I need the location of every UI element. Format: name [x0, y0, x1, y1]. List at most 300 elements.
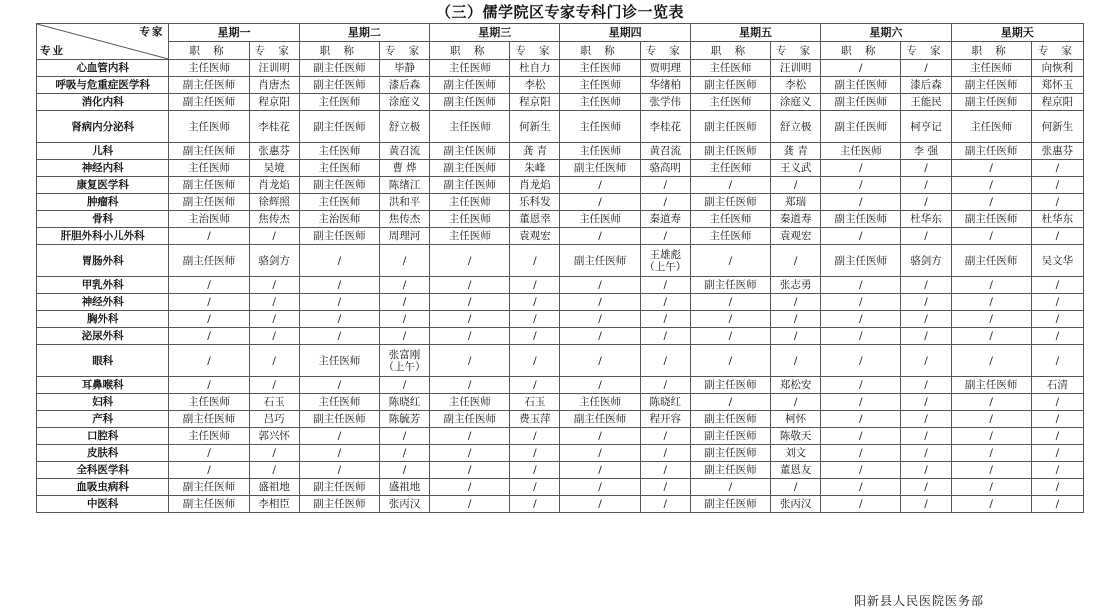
doctor-name-cell: / [510, 428, 560, 445]
doctor-title-cell: / [951, 345, 1031, 377]
doctor-title-cell: / [951, 479, 1031, 496]
doctor-name-cell: 涂庭义 [771, 94, 821, 111]
doctor-name-cell: 石玉 [249, 394, 299, 411]
doctor-title-cell: 副主任医师 [951, 143, 1031, 160]
doctor-name-cell: 费玉萍 [510, 411, 560, 428]
doctor-name-cell: 吕巧 [249, 411, 299, 428]
doctor-title-cell: 主任医师 [951, 111, 1031, 143]
doctor-name-cell: / [1031, 177, 1083, 194]
doctor-title-cell: / [299, 445, 379, 462]
doctor-name-cell: 李相臣 [249, 496, 299, 513]
doctor-name-cell: 向恢利 [1031, 60, 1083, 77]
doctor-name-cell: / [510, 294, 560, 311]
doctor-title-cell: 主任医师 [560, 111, 640, 143]
doctor-name-cell: 骆剑方 [901, 245, 951, 277]
footer-department: 阳新县人民医院医务部 [854, 594, 985, 608]
doctor-name-cell: 陈绪江 [379, 177, 429, 194]
doctor-name-cell: 吴境 [249, 160, 299, 177]
doctor-name-cell: / [640, 445, 690, 462]
table-row [37, 445, 1084, 462]
doctor-title-cell: / [821, 160, 901, 177]
doctor-title-cell: / [951, 411, 1031, 428]
doctor-name-cell: 龚 青 [771, 143, 821, 160]
doctor-title-cell: / [430, 277, 510, 294]
title-column-header: 职 称 [690, 42, 770, 60]
doctor-name-cell: 程京阳 [249, 94, 299, 111]
doctor-name-cell: 汪训明 [249, 60, 299, 77]
doctor-name-cell: 李 强 [901, 143, 951, 160]
day-header: 星期二 [299, 24, 429, 42]
doctor-title-cell: 副主任医师 [430, 143, 510, 160]
doctor-title-cell: 副主任医师 [169, 496, 249, 513]
doctor-name-cell: / [640, 462, 690, 479]
doctor-title-cell: / [430, 428, 510, 445]
doctor-title-cell: / [951, 228, 1031, 245]
doctor-title-cell: 副主任医师 [560, 245, 640, 277]
table-row [37, 328, 1084, 345]
doctor-name-cell: / [379, 328, 429, 345]
doctor-name-cell: / [379, 445, 429, 462]
department-name: 中医科 [37, 496, 169, 513]
doctor-title-cell: / [169, 228, 249, 245]
doctor-name-cell: 郑松安 [771, 377, 821, 394]
doctor-title-cell: 主任医师 [430, 394, 510, 411]
doctor-title-cell: / [299, 377, 379, 394]
doctor-name-cell: 郑瑞 [771, 194, 821, 211]
doctor-title-cell: 副主任医师 [169, 94, 249, 111]
doctor-name-cell: / [640, 311, 690, 328]
corner-label-expert: 专家 [139, 26, 165, 38]
doctor-name-cell: / [1031, 394, 1083, 411]
doctor-name-cell: 黄召流 [640, 143, 690, 160]
department-name: 全科医学科 [37, 462, 169, 479]
doctor-title-cell: 主任医师 [690, 94, 770, 111]
table-row [37, 294, 1084, 311]
doctor-name-cell: / [901, 194, 951, 211]
page-title: （三）儒学院区专家专科门诊一览表 [435, 3, 684, 21]
doctor-title-cell: 副主任医师 [821, 77, 901, 94]
department-name: 康复医学科 [37, 177, 169, 194]
table-row [37, 211, 1084, 228]
doctor-title-cell: / [951, 462, 1031, 479]
doctor-title-cell: / [951, 328, 1031, 345]
doctor-title-cell: / [169, 462, 249, 479]
doctor-title-cell: 副主任医师 [690, 143, 770, 160]
table-row [37, 194, 1084, 211]
doctor-title-cell: / [299, 328, 379, 345]
doctor-name-cell: 张惠芬 [249, 143, 299, 160]
title-column-header: 职 称 [299, 42, 379, 60]
doctor-title-cell: / [299, 462, 379, 479]
doctor-title-cell: / [560, 377, 640, 394]
doctor-title-cell: / [430, 496, 510, 513]
doctor-name-cell: / [379, 428, 429, 445]
table-row [37, 394, 1084, 411]
doctor-name-cell: / [640, 345, 690, 377]
doctor-name-cell: 徐辉照 [249, 194, 299, 211]
doctor-title-cell: / [821, 377, 901, 394]
doctor-title-cell: / [560, 445, 640, 462]
department-name: 泌尿外科 [37, 328, 169, 345]
doctor-name-cell: / [640, 194, 690, 211]
department-name: 呼吸与危重症医学科 [37, 77, 169, 94]
doctor-name-cell: / [510, 377, 560, 394]
doctor-title-cell: / [821, 445, 901, 462]
doctor-name-cell: / [1031, 428, 1083, 445]
doctor-name-cell: / [510, 496, 560, 513]
doctor-title-cell: / [821, 311, 901, 328]
doctor-name-cell: / [510, 445, 560, 462]
department-name: 胃肠外科 [37, 245, 169, 277]
day-header: 星期五 [690, 24, 820, 42]
department-name: 肾病内分泌科 [37, 111, 169, 143]
doctor-name-cell: / [249, 277, 299, 294]
doctor-name-cell: / [640, 294, 690, 311]
doctor-title-cell: 副主任医师 [690, 111, 770, 143]
doctor-title-cell: 主任医师 [169, 394, 249, 411]
doctor-name-cell: / [510, 277, 560, 294]
doctor-title-cell: 副主任医师 [821, 111, 901, 143]
doctor-name-cell: 石玉 [510, 394, 560, 411]
doctor-name-cell: / [901, 377, 951, 394]
doctor-name-cell: 李桂花 [249, 111, 299, 143]
doctor-title-cell: 副主任医师 [560, 411, 640, 428]
doctor-name-cell: / [901, 479, 951, 496]
doctor-name-cell: 舒立极 [771, 111, 821, 143]
doctor-title-cell: 主任医师 [430, 194, 510, 211]
doctor-title-cell: / [560, 462, 640, 479]
table-row [37, 143, 1084, 160]
doctor-name-cell: 杜华东 [1031, 211, 1083, 228]
doctor-name-cell: 曹 烨 [379, 160, 429, 177]
doctor-name-cell: 舒立极 [379, 111, 429, 143]
table-row [37, 94, 1084, 111]
doctor-name-cell: 袁观宏 [510, 228, 560, 245]
doctor-title-cell: / [169, 377, 249, 394]
doctor-name-cell: 周理河 [379, 228, 429, 245]
doctor-title-cell: 副主任医师 [951, 211, 1031, 228]
table-row [37, 111, 1084, 143]
doctor-name-cell: / [379, 245, 429, 277]
doctor-name-cell: 董恩友 [771, 462, 821, 479]
doctor-title-cell: / [821, 60, 901, 77]
doctor-title-cell: / [951, 394, 1031, 411]
doctor-title-cell: 主任医师 [560, 211, 640, 228]
doctor-title-cell: / [951, 445, 1031, 462]
doctor-title-cell: 副主任医师 [430, 94, 510, 111]
doctor-name-cell: 程京阳 [1031, 94, 1083, 111]
doctor-title-cell: / [690, 394, 770, 411]
doctor-name-cell: / [1031, 277, 1083, 294]
expert-column-header: 专 家 [249, 42, 299, 60]
doctor-name-cell: 漆后森 [901, 77, 951, 94]
day-header: 星期天 [951, 24, 1083, 42]
doctor-title-cell: 主任医师 [690, 60, 770, 77]
doctor-title-cell: 副主任医师 [299, 60, 379, 77]
department-name: 肝胆外科小儿外科 [37, 228, 169, 245]
doctor-name-cell: / [1031, 311, 1083, 328]
title-column-header: 职 称 [430, 42, 510, 60]
doctor-title-cell: 主任医师 [690, 211, 770, 228]
doctor-title-cell: / [951, 294, 1031, 311]
doctor-title-cell: 副主任医师 [169, 177, 249, 194]
doctor-title-cell: 主任医师 [560, 394, 640, 411]
title-column-header: 职 称 [951, 42, 1031, 60]
doctor-title-cell: / [690, 479, 770, 496]
doctor-title-cell: 主任医师 [430, 111, 510, 143]
doctor-title-cell: 副主任医师 [690, 77, 770, 94]
doctor-name-cell: / [1031, 462, 1083, 479]
doctor-title-cell: / [299, 294, 379, 311]
doctor-name-cell: 盛祖地 [249, 479, 299, 496]
table-row [37, 77, 1084, 94]
doctor-title-cell: 主任医师 [169, 428, 249, 445]
department-name: 胸外科 [37, 311, 169, 328]
department-name: 神经外科 [37, 294, 169, 311]
doctor-name-cell: / [901, 60, 951, 77]
doctor-name-cell: 陈敬天 [771, 428, 821, 445]
doctor-name-cell: / [901, 428, 951, 445]
doctor-title-cell: 副主任医师 [169, 194, 249, 211]
doctor-title-cell: / [169, 328, 249, 345]
doctor-title-cell: 主任医师 [169, 60, 249, 77]
doctor-title-cell: / [430, 328, 510, 345]
doctor-title-cell: / [560, 311, 640, 328]
doctor-title-cell: 副主任医师 [299, 496, 379, 513]
doctor-name-cell: / [901, 345, 951, 377]
doctor-title-cell: / [560, 177, 640, 194]
doctor-title-cell: / [951, 177, 1031, 194]
doctor-title-cell: 主任医师 [690, 160, 770, 177]
doctor-name-cell: / [379, 462, 429, 479]
doctor-name-cell: / [640, 428, 690, 445]
doctor-title-cell: / [169, 345, 249, 377]
doctor-title-cell: 主任医师 [299, 160, 379, 177]
corner-label-specialty: 专业 [40, 45, 65, 57]
expert-column-header: 专 家 [379, 42, 429, 60]
doctor-title-cell: / [951, 311, 1031, 328]
doctor-title-cell: / [560, 294, 640, 311]
doctor-title-cell: 副主任医师 [560, 160, 640, 177]
doctor-title-cell: 副主任医师 [690, 445, 770, 462]
doctor-name-cell: / [771, 394, 821, 411]
doctor-title-cell: / [821, 394, 901, 411]
title-column-header: 职 称 [169, 42, 249, 60]
doctor-name-cell: / [249, 294, 299, 311]
doctor-title-cell: / [821, 428, 901, 445]
doctor-name-cell: 乐科发 [510, 194, 560, 211]
day-header: 星期一 [169, 24, 299, 42]
doctor-name-cell: 骆剑方 [249, 245, 299, 277]
doctor-name-cell: 秦道寿 [640, 211, 690, 228]
doctor-title-cell: / [430, 462, 510, 479]
sub-header-row [37, 42, 1084, 60]
doctor-name-cell: 程京阳 [510, 94, 560, 111]
doctor-title-cell: / [690, 311, 770, 328]
doctor-name-cell: / [901, 294, 951, 311]
doctor-title-cell: 主任医师 [560, 60, 640, 77]
doctor-name-cell: 袁观宏 [771, 228, 821, 245]
doctor-name-cell: / [379, 277, 429, 294]
doctor-title-cell: / [821, 228, 901, 245]
doctor-name-cell: 李松 [510, 77, 560, 94]
corner-header-cell [37, 24, 169, 60]
doctor-name-cell: / [640, 479, 690, 496]
doctor-title-cell: / [951, 194, 1031, 211]
doctor-title-cell: 主任医师 [560, 143, 640, 160]
doctor-title-cell: / [821, 177, 901, 194]
doctor-title-cell: 副主任医师 [169, 411, 249, 428]
day-header: 星期三 [430, 24, 560, 42]
doctor-title-cell: 主任医师 [299, 394, 379, 411]
doctor-title-cell: / [560, 328, 640, 345]
doctor-name-cell: / [1031, 328, 1083, 345]
doctor-name-cell: / [640, 277, 690, 294]
table-row [37, 228, 1084, 245]
department-name: 眼科 [37, 345, 169, 377]
doctor-name-cell: / [1031, 345, 1083, 377]
doctor-name-cell: 何新生 [1031, 111, 1083, 143]
doctor-name-cell: / [379, 311, 429, 328]
department-name: 甲乳外科 [37, 277, 169, 294]
doctor-title-cell: / [951, 428, 1031, 445]
doctor-name-cell: 华绪柏 [640, 77, 690, 94]
doctor-name-cell: / [771, 245, 821, 277]
doctor-name-cell: 漆后森 [379, 77, 429, 94]
doctor-title-cell: 副主任医师 [299, 177, 379, 194]
doctor-name-cell: 洪和平 [379, 194, 429, 211]
doctor-name-cell: / [901, 160, 951, 177]
doctor-title-cell: 主任医师 [430, 60, 510, 77]
doctor-name-cell: 董恩幸 [510, 211, 560, 228]
doctor-title-cell: 副主任医师 [169, 143, 249, 160]
doctor-title-cell: 副主任医师 [169, 479, 249, 496]
doctor-name-cell: / [640, 228, 690, 245]
doctor-title-cell: 主治医师 [169, 211, 249, 228]
department-name: 妇科 [37, 394, 169, 411]
doctor-title-cell: 副主任医师 [299, 228, 379, 245]
table-row [37, 160, 1084, 177]
doctor-name-cell: 朱峰 [510, 160, 560, 177]
doctor-name-cell: / [771, 479, 821, 496]
doctor-name-cell: / [1031, 445, 1083, 462]
doctor-name-cell: / [771, 328, 821, 345]
doctor-name-cell: / [901, 228, 951, 245]
doctor-name-cell: 吴文华 [1031, 245, 1083, 277]
doctor-name-cell: / [510, 345, 560, 377]
doctor-name-cell: 肖龙焰 [249, 177, 299, 194]
doctor-title-cell: 主任医师 [169, 111, 249, 143]
doctor-name-cell: 张富刚 （上午） [379, 345, 429, 377]
doctor-title-cell: / [430, 245, 510, 277]
doctor-title-cell: / [299, 311, 379, 328]
doctor-title-cell: / [690, 245, 770, 277]
doctor-name-cell: / [510, 328, 560, 345]
table-row [37, 479, 1084, 496]
doctor-title-cell: / [821, 479, 901, 496]
doctor-title-cell: / [560, 228, 640, 245]
doctor-title-cell: 副主任医师 [951, 94, 1031, 111]
doctor-name-cell: 毕静 [379, 60, 429, 77]
doctor-name-cell: / [901, 177, 951, 194]
doctor-title-cell: 副主任医师 [951, 245, 1031, 277]
department-name: 口腔科 [37, 428, 169, 445]
doctor-title-cell: / [560, 428, 640, 445]
doctor-name-cell: / [771, 294, 821, 311]
doctor-title-cell: / [690, 328, 770, 345]
doctor-title-cell: / [821, 194, 901, 211]
title-column-header: 职 称 [821, 42, 901, 60]
doctor-title-cell: / [169, 277, 249, 294]
doctor-title-cell: / [430, 345, 510, 377]
doctor-title-cell: / [169, 445, 249, 462]
doctor-title-cell: 副主任医师 [690, 194, 770, 211]
expert-column-header: 专 家 [640, 42, 690, 60]
doctor-title-cell: / [821, 345, 901, 377]
doctor-name-cell: / [901, 411, 951, 428]
table-row [37, 345, 1084, 377]
doctor-title-cell: 副主任医师 [690, 496, 770, 513]
doctor-title-cell: / [430, 311, 510, 328]
doctor-title-cell: / [169, 294, 249, 311]
doctor-name-cell: / [510, 479, 560, 496]
table-row [37, 428, 1084, 445]
doctor-title-cell: 副主任医师 [169, 77, 249, 94]
doctor-name-cell: 汪训明 [771, 60, 821, 77]
doctor-title-cell: 副主任医师 [690, 411, 770, 428]
doctor-name-cell: / [510, 311, 560, 328]
doctor-title-cell: 副主任医师 [169, 245, 249, 277]
doctor-name-cell: 刘文 [771, 445, 821, 462]
department-name: 血吸虫病科 [37, 479, 169, 496]
doctor-title-cell: / [690, 345, 770, 377]
doctor-title-cell: / [821, 277, 901, 294]
doctor-title-cell: / [821, 496, 901, 513]
doctor-title-cell: / [560, 277, 640, 294]
doctor-name-cell: / [1031, 479, 1083, 496]
doctor-title-cell: / [821, 462, 901, 479]
table-row [37, 462, 1084, 479]
doctor-name-cell: / [1031, 194, 1083, 211]
doctor-name-cell: 焦传杰 [379, 211, 429, 228]
doctor-name-cell: / [249, 228, 299, 245]
doctor-title-cell: 副主任医师 [690, 277, 770, 294]
doctor-title-cell: 副主任医师 [821, 211, 901, 228]
doctor-title-cell: 副主任医师 [690, 428, 770, 445]
doctor-title-cell: 主任医师 [951, 60, 1031, 77]
doctor-name-cell: 王义武 [771, 160, 821, 177]
doctor-title-cell: 主任医师 [690, 228, 770, 245]
doctor-name-cell: / [249, 328, 299, 345]
doctor-name-cell: / [901, 328, 951, 345]
doctor-name-cell: 何新生 [510, 111, 560, 143]
expert-column-header: 专 家 [1031, 42, 1083, 60]
doctor-title-cell: / [560, 496, 640, 513]
schedule-table [36, 23, 1084, 513]
doctor-name-cell: 张丙汉 [771, 496, 821, 513]
doctor-title-cell: 副主任医师 [430, 411, 510, 428]
doctor-name-cell: 杜华东 [901, 211, 951, 228]
doctor-title-cell: / [560, 479, 640, 496]
department-name: 神经内科 [37, 160, 169, 177]
table-row [37, 377, 1084, 394]
doctor-name-cell: / [1031, 160, 1083, 177]
table-row [37, 245, 1084, 277]
department-name: 骨科 [37, 211, 169, 228]
doctor-title-cell: 副主任医师 [430, 160, 510, 177]
doctor-name-cell: 黄召流 [379, 143, 429, 160]
doctor-title-cell: / [821, 294, 901, 311]
